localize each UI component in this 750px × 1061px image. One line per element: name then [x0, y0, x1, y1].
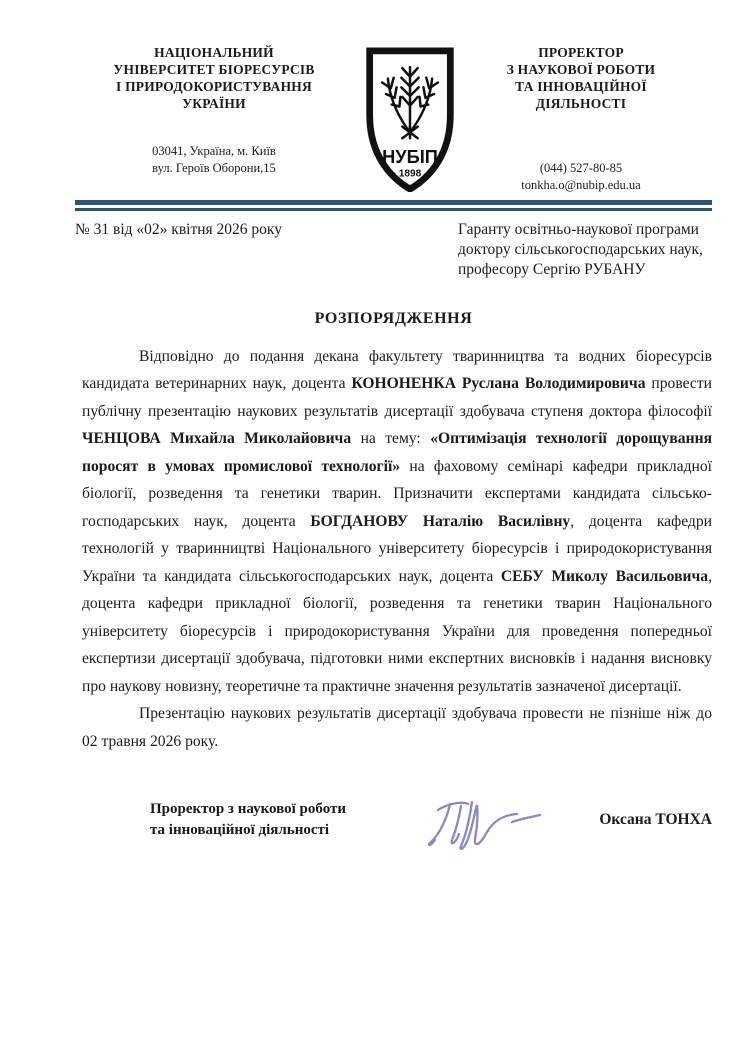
rule-bottom-line: [75, 208, 712, 211]
signatory-position: [150, 789, 346, 865]
shield-emblem-icon: [362, 46, 458, 192]
addressee-block: [458, 220, 712, 280]
university-block: [75, 44, 353, 194]
emphasis-thesis-topic: «Оптимізація технології дорощування поросят в умовах промислової технології»: [82, 430, 713, 475]
body-paragraph-2: Презентацію наукових результатів дисертації здобувача провести не пізніше ніж до 02 травня 2026 року.: [82, 705, 712, 750]
emphasis-expert1-name: БОГДАНОВУ Наталію Василівну: [310, 512, 571, 530]
emphasis-dean-name: КОНОНЕНКА Руслана Володимировича: [351, 375, 646, 392]
letterhead: [75, 44, 712, 194]
emphasis-candidate-name: ЧЕНЦОВА Михайла Миколайовича: [82, 430, 352, 447]
addressee-line: професору Сергію РУБАНУ: [458, 260, 646, 278]
header-divider-rule: [75, 200, 712, 211]
document-body: [82, 343, 712, 756]
handwritten-signature: [414, 789, 554, 865]
address-line: 03041, Україна, м. Київ: [152, 144, 276, 158]
body-paragraph-1: Відповідно до подання декана факультету тваринництва та водних біоресурсів кандидата ветеринарних наук, доцента КОНОНЕНКА Руслана Володимировича провести публічну презентацію наукових результатів дисертації здобувача ступеня доктора філософії ЧЕНЦОВА Михайла Миколайовича на тему: «Оптимізація технології дорощування поросят в умовах промислової технології» на фаховому семінарі кафедри прикладної біології, розведення та генетики тварин. Призначити експертами кандидата сільсько-господарських наук, доцента БОГДАНОВУ Наталію Василівну, доцента кафедри технологій у тваринництві Національного університету біоресурсів і природокористування України та кандидата сільськогосподарських наук, доцента СЕБУ Миколу Васильовича, доцента кафедри прикладної біології, розведення та генетики тварин Національного університету біоресурсів і природокористування України для проведення попередньої експертизи дисертації здобувача, підготовки ними експертних висновків і надання висновку про наукову новизну, теоретичне та практичне значення результатів зазначеної дисертації.: [82, 347, 713, 695]
addressee-line: Гаранту освітньо-наукової програми: [458, 220, 699, 238]
signature-block: [82, 789, 712, 865]
university-name-line: УНІВЕРСИТЕТ БІОРЕСУРСІВ: [113, 62, 315, 77]
office-contacts: [450, 160, 712, 194]
phone-number: (044) 527-80-85: [539, 161, 623, 175]
office-title-line: З НАУКОВОЇ РОБОТИ: [506, 62, 656, 77]
logo-year-text: 1898: [398, 168, 422, 180]
university-name-line: І ПРИРОДОКОРИСТУВАННЯ: [116, 79, 312, 94]
university-name-line: УКРАЇНИ: [182, 96, 246, 111]
signatory-position-line: Проректор з наукової роботи: [150, 801, 347, 817]
email-address: tonkha.o@nubip.edu.ua: [521, 178, 641, 192]
document-number: № 31 від «02» квітня 2026 року: [75, 220, 282, 238]
office-title-line: ТА ІННОВАЦІЙНОЇ: [515, 79, 647, 94]
document-title: РОЗПОРЯДЖЕННЯ: [314, 309, 473, 327]
signatory-position-line: та інноваційної діяльності: [150, 822, 330, 838]
university-address: [75, 143, 353, 177]
reference-row: [75, 220, 712, 280]
addressee-line: доктору сільськогосподарських наук,: [458, 240, 703, 258]
university-name: [75, 44, 353, 112]
signatory-name: Оксана ТОНХА: [599, 811, 712, 828]
office-title-line: ПРОРЕКТОР: [538, 45, 624, 60]
nubip-shield-logo: [362, 46, 458, 192]
office-title-line: ДІЯЛЬНОСТІ: [535, 96, 627, 111]
address-line: вул. Героїв Оборони,15: [152, 161, 276, 175]
office-block: [450, 44, 712, 194]
university-name-line: НАЦІОНАЛЬНИЙ: [154, 45, 274, 60]
office-title: [450, 44, 712, 112]
logo-abbr-text: НУБІП: [382, 146, 438, 168]
emphasis-expert2-name: СЕБУ Миколу Васильовича: [500, 567, 709, 585]
